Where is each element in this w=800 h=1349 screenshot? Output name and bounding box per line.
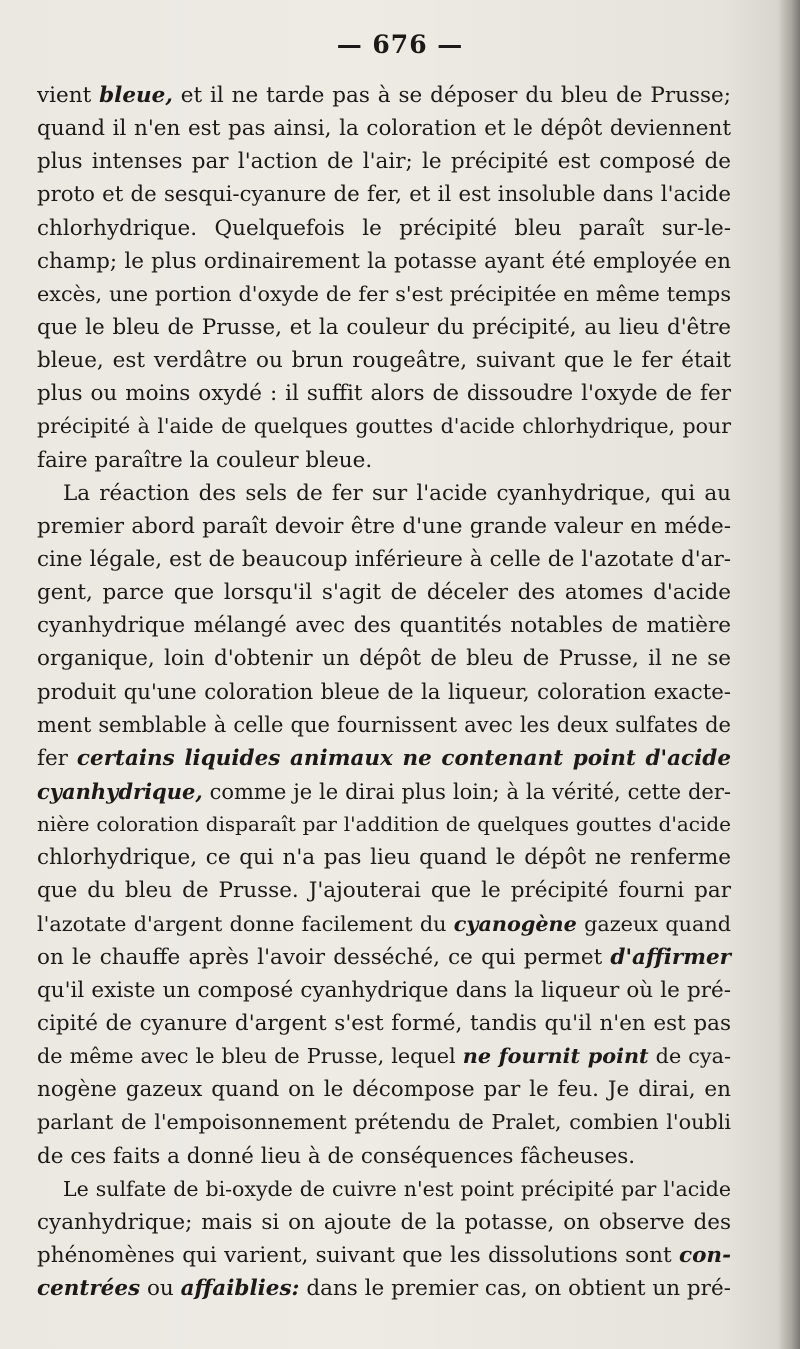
text-run: de cya- xyxy=(648,1044,731,1069)
text-line xyxy=(37,278,731,311)
text-run: nogène gazeux quand on le décompose par le feu. Je dirai, en xyxy=(37,1077,731,1103)
text-line xyxy=(37,311,731,344)
text-run: cyanhydrique; mais si on ajoute de la potasse, on observe des xyxy=(37,1209,731,1235)
text-run: comme je le dirai plus loin; à la vérité, cette der- xyxy=(202,779,731,804)
text-line xyxy=(37,841,731,874)
text-line xyxy=(37,543,731,576)
text-run: organique, loin d'obtenir un dépôt de bleu de Prusse, il ne se xyxy=(37,646,731,672)
text-line xyxy=(37,709,731,742)
text-line xyxy=(37,775,731,808)
text-line xyxy=(37,112,731,145)
text-run: excès, une portion d'oxyde de fer s'est précipitée en même temps xyxy=(37,281,731,306)
text-line xyxy=(37,410,731,443)
text-run: faire paraître la couleur bleue. xyxy=(37,447,373,473)
text-run: qu'il existe un composé cyanhydrique dans la liqueur où le pré- xyxy=(37,977,731,1003)
text-run: et il ne tarde pas à se déposer du bleu de Prusse; xyxy=(172,83,731,108)
text-run: plus ou moins oxydé : il suffit alors de dissoudre l'oxyde de fer xyxy=(37,381,731,407)
italic-text: con- xyxy=(679,1242,731,1268)
text-line xyxy=(37,510,731,543)
italic-text: cyanogène xyxy=(453,911,577,936)
italic-text: bleue, xyxy=(99,83,173,108)
text-line xyxy=(37,1106,731,1139)
text-line xyxy=(37,576,731,609)
text-run: plus intenses par l'action de l'air; le précipité est composé de xyxy=(37,149,731,175)
text-line xyxy=(37,874,731,907)
italic-text: ne fournit point xyxy=(462,1044,649,1069)
text-line xyxy=(37,808,731,841)
text-line xyxy=(37,742,731,775)
text-line xyxy=(37,178,731,211)
text-run: La réaction des sels de fer sur l'acide cyanhydrique, qui au xyxy=(63,480,731,506)
body-text xyxy=(37,79,731,1305)
text-run: gazeux quand xyxy=(576,911,731,936)
text-run: dans le premier cas, on obtient un pré- xyxy=(299,1276,731,1302)
text-run: de même avec le bleu de Prusse, lequel xyxy=(37,1044,463,1069)
text-line xyxy=(37,344,731,377)
text-run: chlorhydrique, ce qui n'a pas lieu quand le dépôt ne renferme xyxy=(37,845,731,871)
text-run: premier abord paraît devoir être d'une grande valeur en méde- xyxy=(37,513,731,539)
text-run: vient xyxy=(37,83,100,108)
text-run: ou xyxy=(140,1276,181,1302)
text-line xyxy=(37,212,731,245)
text-run: produit qu'une coloration bleue de la liqueur, coloration exacte- xyxy=(37,679,731,705)
text-run: parlant de l'empoisonnement prétendu de Pralet, combien l'oubli xyxy=(37,1110,731,1135)
text-line xyxy=(37,941,731,974)
italic-text: certains liquides animaux ne contenant point d'acide xyxy=(76,745,731,771)
text-run: phénomènes qui varient, suivant que les dissolutions sont xyxy=(37,1242,679,1268)
italic-text: centrées xyxy=(37,1276,141,1302)
text-run: l'azotate d'argent donne facilement du xyxy=(37,911,454,936)
text-run: Le sulfate de bi-oxyde de cuivre n'est point précipité par l'acide xyxy=(63,1176,731,1201)
text-run: fer xyxy=(37,745,77,771)
text-line xyxy=(37,1007,731,1040)
text-run: cine légale, est de beaucoup inférieure à celle de l'azotate d'ar- xyxy=(37,546,731,572)
text-line xyxy=(37,1173,731,1206)
text-run: que le bleu de Prusse, et la couleur du précipité, au lieu d'être xyxy=(37,314,731,340)
text-line xyxy=(37,1206,731,1239)
italic-text: cyanhydrique, xyxy=(37,778,203,804)
text-line xyxy=(37,1140,731,1173)
text-line xyxy=(37,1073,731,1106)
text-line xyxy=(37,1239,731,1272)
italic-text: d'affirmer xyxy=(610,944,731,970)
text-run: proto et de sesqui-cyanure de fer, et il est insoluble dans l'acide xyxy=(37,182,731,208)
text-run: on le chauffe après l'avoir desséché, ce qui permet xyxy=(37,944,611,970)
text-run: champ; le plus ordinairement la potasse ayant été employée en xyxy=(37,248,731,274)
text-line xyxy=(37,245,731,278)
text-run: cyanhydrique mélangé avec des quantités notables de matière xyxy=(37,613,731,639)
text-line xyxy=(37,676,731,709)
text-line xyxy=(37,642,731,675)
text-line xyxy=(37,145,731,178)
page-edge-shadow xyxy=(778,0,800,1349)
text-run: précipité à l'aide de quelques gouttes d'acide chlorhydrique, pour xyxy=(37,414,731,439)
text-run: de ces faits a donné lieu à de conséquences fâcheuses. xyxy=(37,1143,636,1169)
text-line xyxy=(37,609,731,642)
text-run: chlorhydrique. Quelquefois le précipité bleu paraît sur-le- xyxy=(37,215,731,241)
text-line xyxy=(37,908,731,941)
text-line xyxy=(37,377,731,410)
text-line xyxy=(37,444,731,477)
text-run: gent, parce que lorsqu'il s'agit de déceler des atomes d'acide xyxy=(37,580,731,606)
text-run: nière coloration disparaît par l'addition de quelques gouttes d'acide xyxy=(37,812,731,837)
text-run: cipité de cyanure d'argent s'est formé, tandis qu'il n'en est pas xyxy=(37,1010,731,1036)
text-line xyxy=(37,79,731,112)
text-run: bleue, est verdâtre ou brun rougeâtre, suivant que le fer était xyxy=(37,348,731,374)
italic-text: affaiblies: xyxy=(180,1276,300,1302)
text-run: ment semblable à celle que fournissent avec les deux sulfates de xyxy=(37,712,731,737)
text-line xyxy=(37,1040,731,1073)
text-line xyxy=(37,974,731,1007)
text-run: quand il n'en est pas ainsi, la coloration et le dépôt deviennent xyxy=(37,116,731,142)
page-number: — 676 — xyxy=(336,30,464,59)
text-line xyxy=(37,477,731,510)
text-line xyxy=(37,1272,731,1305)
text-run: que du bleu de Prusse. J'ajouterai que le précipité fourni par xyxy=(37,878,731,904)
